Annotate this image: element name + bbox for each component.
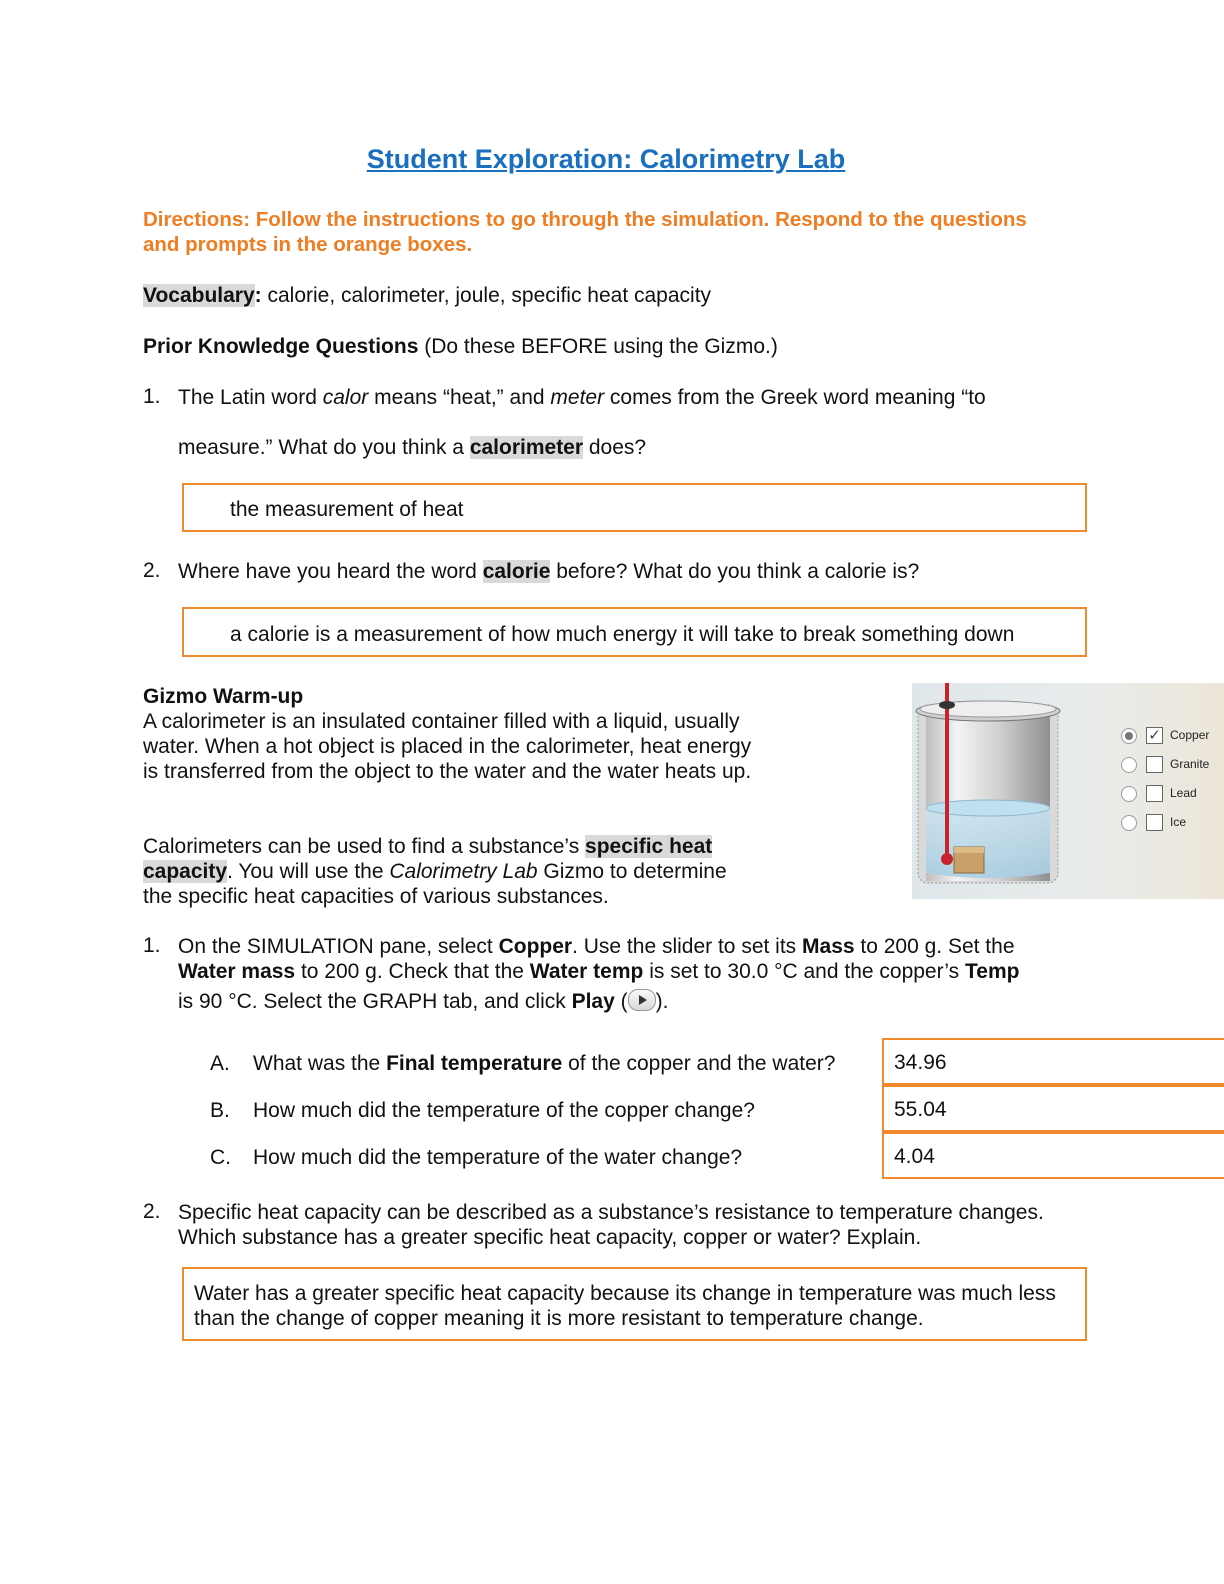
prior-knowledge-note: (Do these BEFORE using the Gizmo.) (418, 335, 778, 358)
sub-question-text (253, 1051, 835, 1076)
sim-option-label: Granite (1170, 757, 1210, 771)
highlighted-term: specific heat capacity (143, 835, 713, 883)
text-run: How much did the temperature of the copper change? (253, 1099, 755, 1122)
text-run: ( (614, 990, 628, 1013)
text-run: . You will use the (227, 860, 390, 883)
text-run: How much did the temperature of the water change? (253, 1146, 743, 1169)
vocabulary-line (143, 283, 711, 308)
page-title: Student Exploration: Calorimetry Lab (366, 144, 846, 174)
pk-q1-line2 (178, 435, 646, 460)
sub-question-letter: C. (210, 1146, 231, 1169)
sim-option-label: Ice (1170, 815, 1187, 829)
sub-question-text (253, 1145, 742, 1170)
sim-option-checkbox[interactable] (1146, 814, 1163, 831)
question-number: 2. (143, 1200, 161, 1223)
question-number: 1. (143, 934, 161, 957)
text-run: The Latin word (178, 386, 323, 409)
prior-knowledge-heading (143, 334, 778, 359)
sim-option-label: Copper (1170, 728, 1210, 742)
sim-option-checkbox[interactable] (1146, 785, 1163, 802)
vocabulary-colon: : (254, 284, 262, 307)
text-run: Water mass (178, 960, 296, 983)
text-run: Where have you heard the word (178, 560, 483, 583)
text-run: does? (583, 436, 647, 459)
text-run: Gizmo to determine the specific heat capacities of various substances. (143, 860, 727, 908)
answer-text: a calorie is a measurement of how much energy it will take to break something down (230, 623, 1015, 646)
highlighted-term: calorie (482, 560, 551, 583)
sim-option-radio[interactable] (1121, 728, 1137, 744)
sim-option-label: Lead (1170, 786, 1197, 800)
sub-question-letter: A. (210, 1052, 230, 1075)
text-run: ). (655, 990, 669, 1013)
warmup-paragraph-2 (143, 834, 755, 909)
text-run: to 200 g. Set the (854, 935, 1015, 958)
highlighted-term: calorimeter (469, 436, 584, 459)
text-run: is set to 30.0 °C and the copper’s (643, 960, 966, 983)
text-run: comes from the Greek word meaning “to (604, 386, 986, 409)
question-number: 2. (143, 559, 161, 582)
text-run: to 200 g. Check that the (295, 960, 530, 983)
text-run: Temp (965, 960, 1020, 983)
prior-knowledge-title: Prior Knowledge Questions (143, 335, 419, 358)
sim-option-radio[interactable] (1121, 757, 1137, 773)
answer-text: 34.96 (894, 1051, 947, 1074)
sub-question-letter: B. (210, 1099, 230, 1122)
sim-option-checkbox[interactable]: ✓ (1146, 727, 1163, 744)
answer-box-pk-q1[interactable] (182, 483, 1087, 532)
text-run: measure.” What do you think a (178, 436, 470, 459)
text-run: is 90 °C. Select the GRAPH tab, and click (178, 990, 572, 1013)
answer-box-specific-heat[interactable] (182, 1267, 1087, 1341)
text-run: On the SIMULATION pane, select (178, 935, 499, 958)
text-run: Calorimetry Lab (389, 860, 538, 883)
sim-question-text-line3 (178, 989, 668, 1014)
answer-text: the measurement of heat (230, 498, 464, 521)
text-run: Final temperature (386, 1052, 563, 1075)
vocabulary-terms: calorie, calorimeter, joule, specific heat capacity (261, 284, 712, 307)
answer-box-pk-q2[interactable] (182, 607, 1087, 657)
sim-option-radio[interactable] (1121, 815, 1137, 831)
answer-box-a[interactable] (882, 1038, 1224, 1085)
text-run: Water temp (529, 960, 644, 983)
text-run: meter (550, 386, 605, 409)
text-run: before? What do you think a calorie is? (550, 560, 920, 583)
sim-option-checkbox[interactable] (1146, 756, 1163, 773)
warmup-heading: Gizmo Warm-up (143, 685, 304, 708)
vocabulary-label: Vocabulary (143, 284, 255, 307)
sim-question-text (178, 934, 1068, 984)
text-run: of the copper and the water? (562, 1052, 836, 1075)
question-number: 1. (143, 385, 161, 408)
specific-heat-question: Specific heat capacity can be described as a substance’s resistance to temperature changes. Which substance has a greater specific heat capacity, copper or water? Explain. (178, 1201, 1044, 1249)
text-run: Calorimeters can be used to find a substance’s (143, 835, 586, 858)
answer-text: 55.04 (894, 1098, 947, 1121)
answer-box-c[interactable] (882, 1132, 1224, 1179)
answer-box-b[interactable] (882, 1085, 1224, 1132)
text-run: Play (571, 990, 615, 1013)
text-run: calor (322, 386, 369, 409)
answer-text: Water has a greater specific heat capacity because its change in temperature was much less than the change of copper meaning it is more resistant to temperature change. (194, 1282, 1056, 1330)
play-icon (628, 989, 656, 1011)
text-run: Copper (498, 935, 573, 958)
directions: Directions: Follow the instructions to go through the simulation. Respond to the questions and prompts in the orange boxes. (143, 208, 1027, 256)
text-run: Mass (802, 935, 855, 958)
sub-question-text (253, 1098, 755, 1123)
pk-q1-line1 (178, 385, 986, 410)
pk-q2-line (178, 559, 919, 584)
text-run: means “heat,” and (368, 386, 551, 409)
warmup-paragraph-1: A calorimeter is an insulated container filled with a liquid, usually water. When a hot object is placed in the calorimeter, heat energy is transferred from the object to the water and the water heats up. (143, 710, 752, 783)
answer-text: 4.04 (894, 1145, 935, 1168)
text-run: What was the (253, 1052, 387, 1075)
sim-option-radio[interactable] (1121, 786, 1137, 802)
text-run: . Use the slider to set its (572, 935, 803, 958)
